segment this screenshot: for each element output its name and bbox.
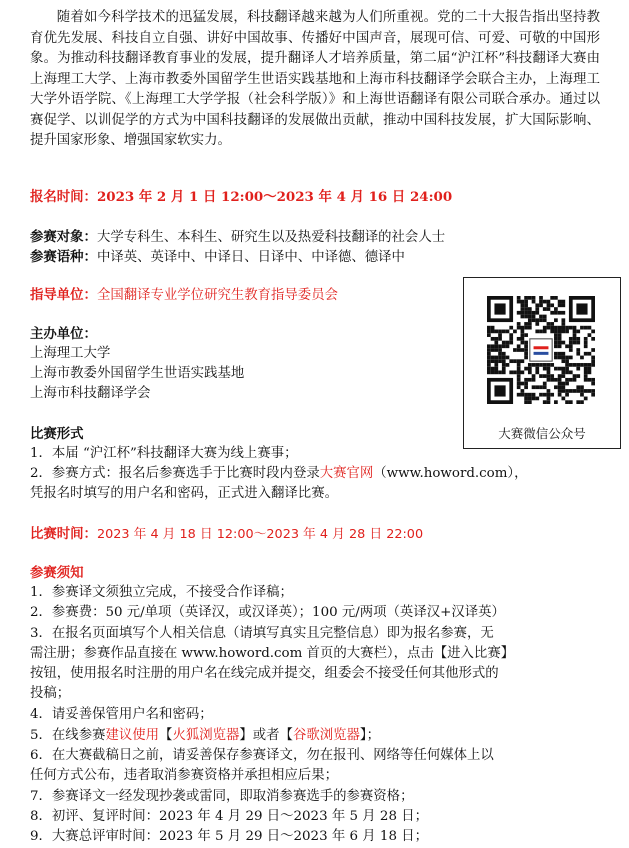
note-text: 5．在线参赛	[30, 728, 106, 743]
format-line-2-text: 2．参赛方式：报名后参赛选手于比赛时段内登录	[30, 466, 320, 481]
note-item: 1．参赛译文须独立完成，不接受合作译稿；	[30, 585, 293, 600]
note-bracket: 】或者【	[239, 728, 293, 743]
participants-label: 参赛对象：	[30, 229, 97, 245]
contest-time-value: 2023 年 4 月 18 日 12:00～2023 年 4 月 28 日 22:00	[96, 527, 424, 542]
format-line-1: 1．本届 “沪江杯”科技翻译大赛为线上赛事；	[30, 446, 298, 461]
firefox-browser-link[interactable]: 火狐浏览器	[172, 728, 240, 743]
contest-time-label: 比赛时间：	[30, 526, 97, 542]
official-site-link[interactable]: 大赛官网	[319, 466, 374, 481]
notes-label: 参赛须知	[30, 565, 84, 581]
note-item: 8．初评、复评时间：2023 年 4 月 29 日～2023 年 5 月 28 日；	[30, 809, 428, 824]
qr-code-icon	[487, 296, 595, 404]
note-item: 按钮，使用报名时注册的用户名在线完成并提交，组委会不接受任何其他形式的	[30, 666, 499, 681]
qr-panel	[463, 277, 621, 449]
note-item-browsers	[30, 726, 380, 746]
guidance-row	[30, 285, 338, 306]
intro-paragraph: 随着如今科学技术的迅猛发展，科技翻译越来越为人们所重视。党的二十大报告指出坚持教育优先发展、科技自立自强、讲好中国故事、传播好中国声音，展现可信、可爱、可敬的中国形象。为推动科技翻译教育事业的发展，提升翻译人才培养质量，第二届“沪江杯”科技翻译大赛由上海理工大学、上海市教委外国留学生世语实践基地和上海市科技翻译学会联合主办，上海理工大学外语学院、《上海理工大学学报（社会科学版）》和上海世语翻译有限公司联合承办。通过以赛促学、以训促学的方式为中国科技翻译的发展做出贡献，推动中国科技发展，扩大国际影响、提升国家形象、增强国家软实力。	[30, 10, 600, 148]
format-line-2	[30, 464, 528, 484]
note-recommend: 建议使用	[105, 728, 160, 743]
format-line-2-url: （www.howord.com），	[373, 466, 528, 481]
organizer-item: 上海理工大学	[30, 346, 111, 361]
languages-label: 参赛语种：	[30, 249, 97, 265]
chrome-browser-link[interactable]: 谷歌浏览器	[292, 728, 360, 743]
note-bracket: 【	[159, 728, 173, 743]
languages-row	[30, 247, 405, 268]
note-item: 9．大赛总评审时间：2023 年 5 月 29 日～2023 年 6 月 18 日；	[30, 829, 428, 844]
note-item: 3．在报名页面填写个人相关信息（请填写真实且完整信息）即为报名参赛，无	[30, 626, 494, 641]
format-line-3: 凭报名时填写的用户名和密码，正式进入翻译比赛。	[30, 486, 338, 501]
note-item: 2．参赛费：50 元/单项（英译汉，或汉译英）；100 元/两项（英译汉+汉译英）	[30, 605, 505, 620]
registration-time	[30, 187, 452, 208]
organizers-label: 主办单位：	[30, 326, 97, 342]
languages-value: 中译英、英译中、中译日、日译中、中译德、德译中	[96, 250, 405, 265]
participants-row	[30, 227, 445, 248]
guidance-value: 全国翻译专业学位研究生教育指导委员会	[96, 288, 338, 303]
guidance-label: 指导单位：	[30, 287, 97, 303]
note-item: 任何方式公布，违者取消参赛资格并承担相应后果；	[30, 768, 338, 783]
qr-caption: 大赛微信公众号	[498, 426, 586, 441]
registration-label: 报名时间：	[30, 189, 97, 205]
contest-time-row	[30, 524, 423, 545]
organizer-item: 上海市教委外国留学生世语实践基地	[30, 366, 245, 381]
note-item: 6．在大赛截稿日之前，请妥善保存参赛译文，勿在报刊、网络等任何媒体上以	[30, 748, 494, 763]
registration-value: 2023 年 2 月 1 日 12:00～2023 年 4 月 16 日 24:00	[96, 189, 453, 205]
note-item: 投稿；	[30, 686, 71, 701]
organizer-item: 上海市科技翻译学会	[30, 386, 151, 401]
note-item: 需注册；参赛作品直接在 www.howord.com 首页的大赛栏），点击【进入比赛】	[30, 646, 515, 661]
note-item: 7．参赛译文一经发现抄袭或雷同，即取消参赛选手的参赛资格；	[30, 789, 414, 804]
note-bracket: 】；	[359, 728, 380, 743]
participants-value: 大学专科生、本科生、研究生以及热爱科技翻译的社会人士	[96, 230, 446, 245]
format-label: 比赛形式	[30, 426, 84, 442]
note-item: 4．请妥善保管用户名和密码；	[30, 707, 213, 722]
